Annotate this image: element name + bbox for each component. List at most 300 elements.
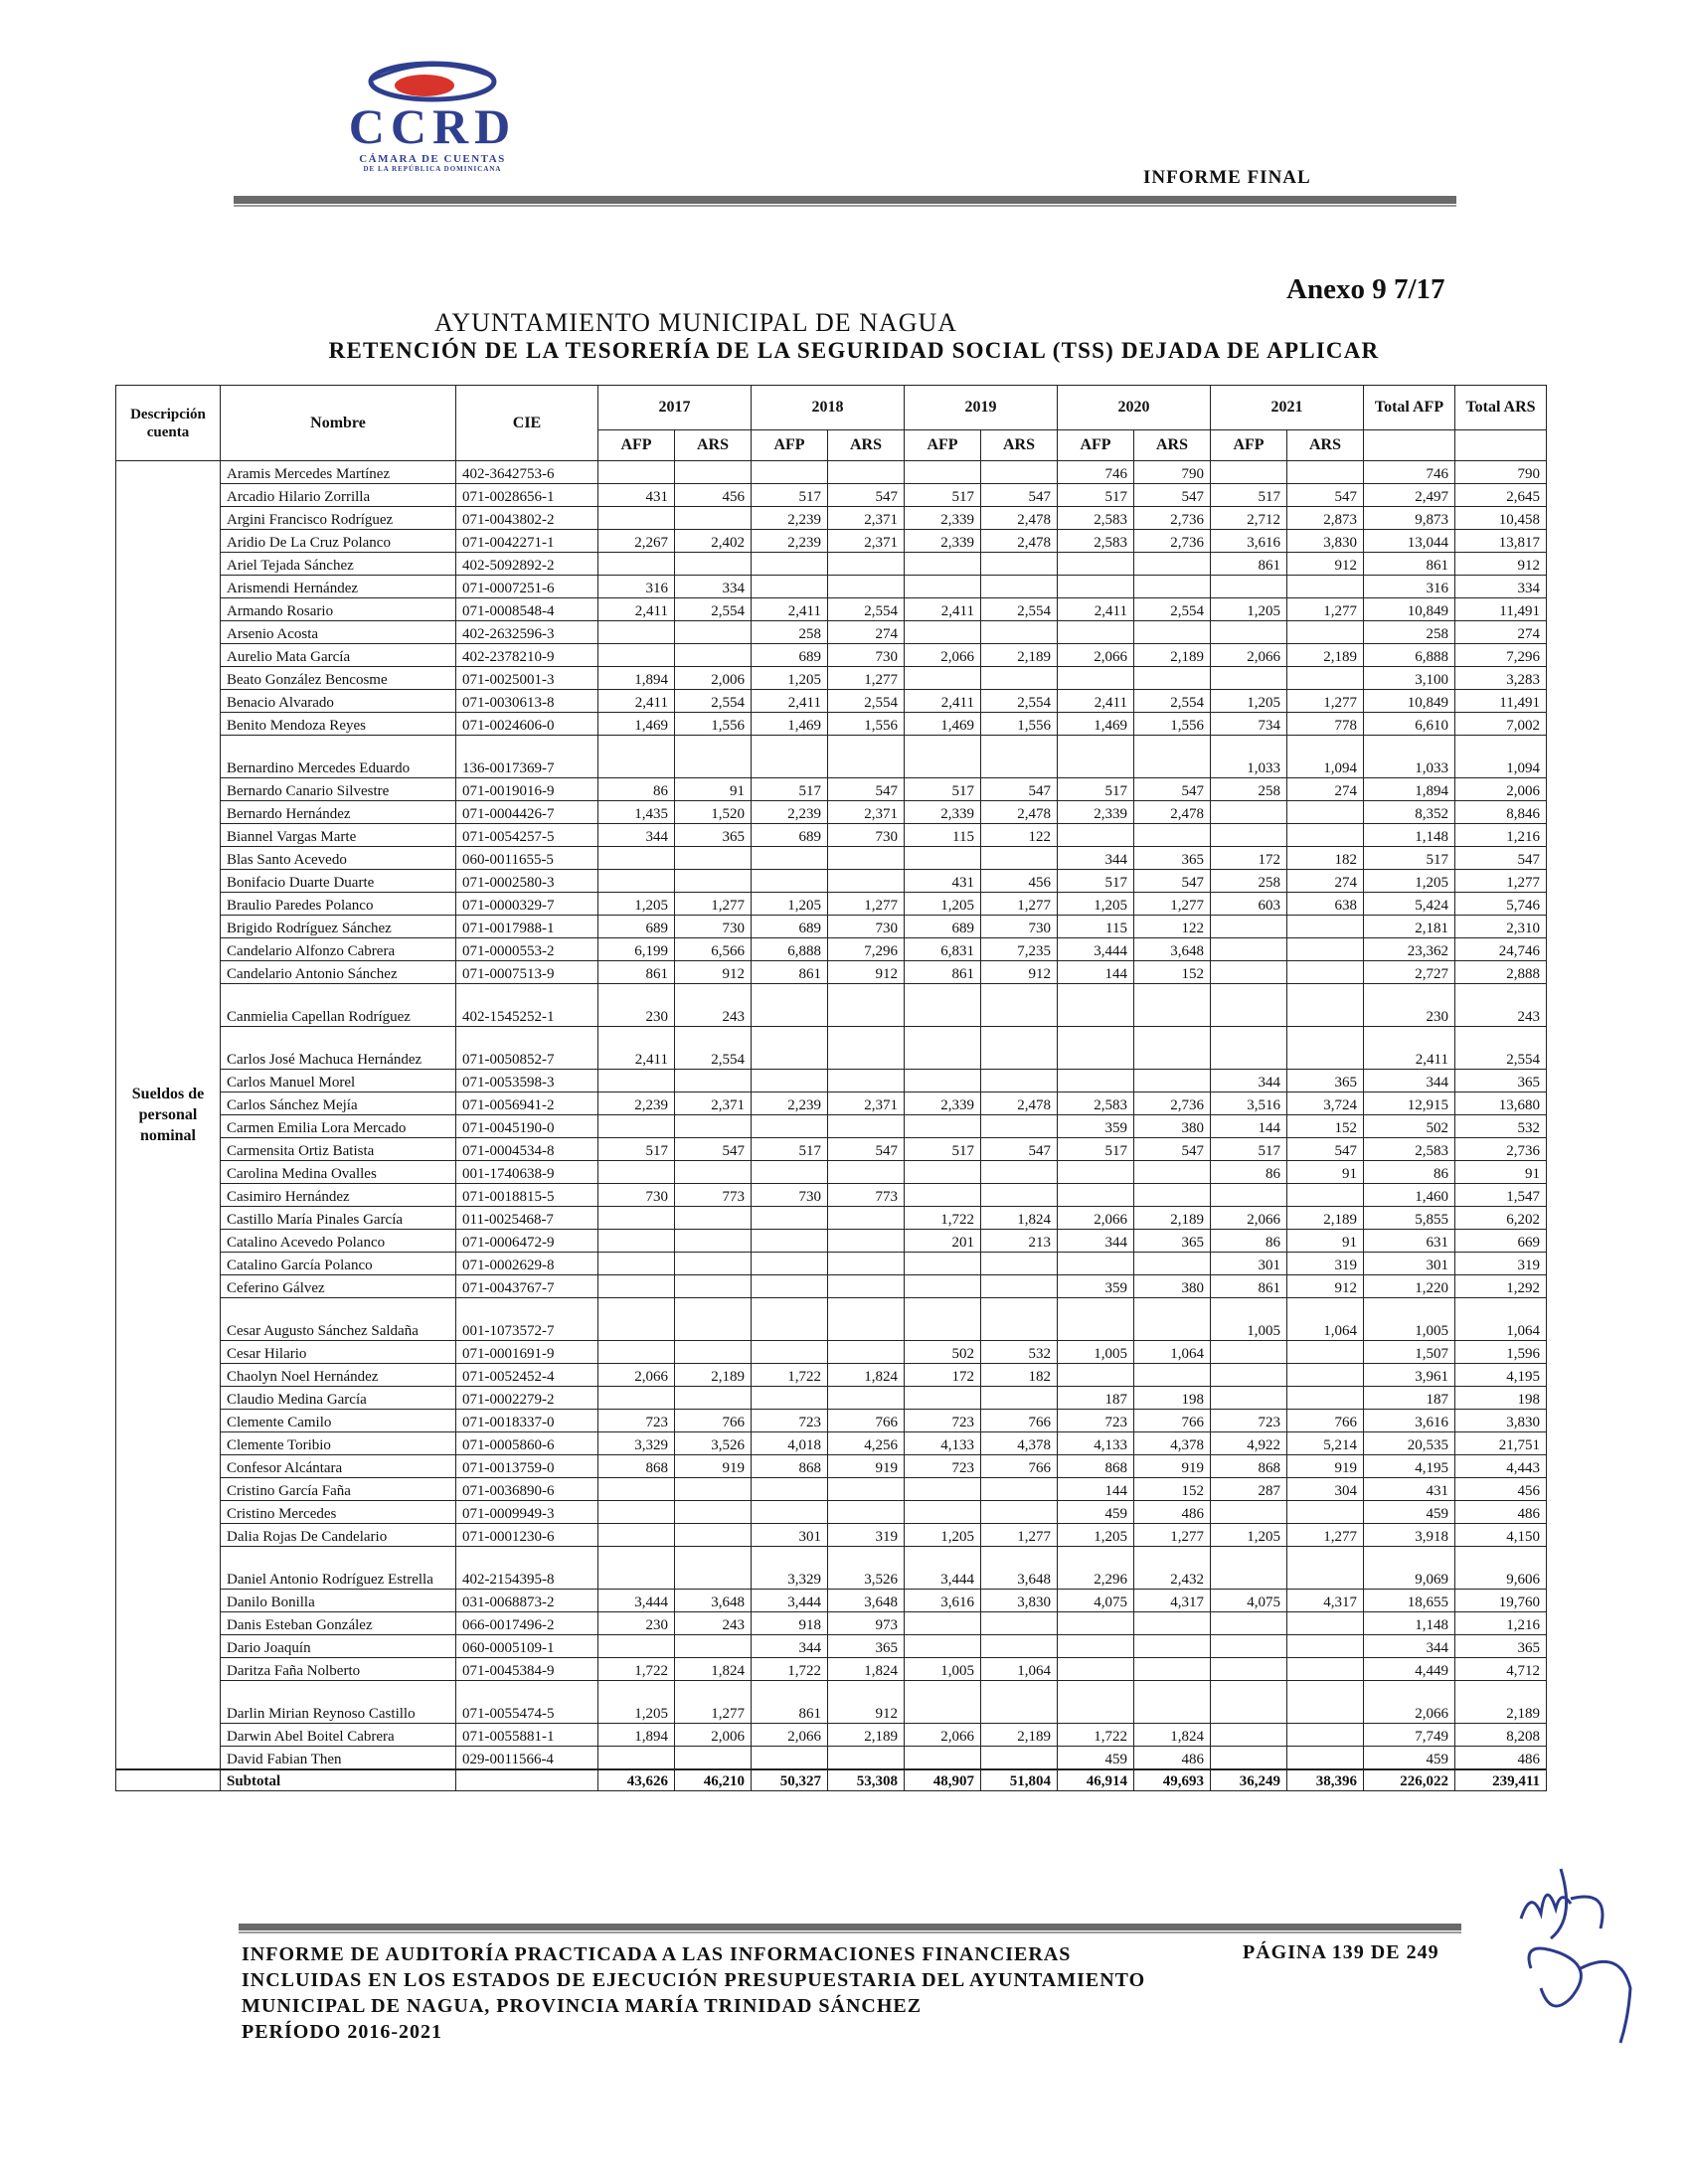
amount-cell: 456 [981, 870, 1058, 893]
employee-cie: 071-0043802-2 [456, 507, 598, 530]
amount-cell [1211, 621, 1287, 644]
amount-cell [1058, 1635, 1134, 1658]
amount-cell [981, 847, 1058, 870]
amount-cell [675, 736, 752, 778]
amount-cell: 2,497 [1364, 484, 1455, 507]
amount-cell: 861 [752, 1681, 828, 1724]
amount-cell: 2,189 [1455, 1681, 1547, 1724]
subtotal-row [116, 1769, 1547, 1791]
amount-cell: 380 [1134, 1115, 1211, 1138]
employee-name: Ceferino Gálvez [221, 1275, 456, 1298]
amount-cell [1211, 1658, 1287, 1681]
amount-cell [1058, 1658, 1134, 1681]
amount-cell [675, 644, 752, 667]
amount-cell: 4,075 [1211, 1590, 1287, 1612]
amount-cell: 258 [1211, 778, 1287, 801]
employee-cie: 071-0008548-4 [456, 598, 598, 621]
amount-cell [1058, 824, 1134, 847]
amount-cell: 1,520 [675, 801, 752, 824]
employee-cie: 001-1073572-7 [456, 1298, 598, 1341]
amount-cell: 230 [598, 1612, 675, 1635]
amount-cell: 230 [1364, 984, 1455, 1027]
amount-cell: 723 [905, 1410, 981, 1432]
employee-name: Carlos Sánchez Mejía [221, 1092, 456, 1115]
amount-cell: 547 [1134, 1138, 1211, 1161]
table-row [116, 1230, 1547, 1253]
annex-label: Anexo 9 7/17 [1286, 273, 1445, 305]
amount-cell [1134, 576, 1211, 598]
amount-cell [752, 553, 828, 576]
amount-cell: 1,033 [1364, 736, 1455, 778]
amount-cell: 4,378 [1134, 1432, 1211, 1455]
amount-cell: 1,277 [828, 667, 905, 690]
employee-name: Dario Joaquín [221, 1635, 456, 1658]
logo-subtitle: CÁMARA DE CUENTAS [359, 153, 506, 165]
table-row [116, 961, 1547, 984]
amount-cell: 144 [1058, 1478, 1134, 1501]
amount-cell: 2,267 [598, 530, 675, 553]
employee-cie: 071-0054257-5 [456, 824, 598, 847]
employee-cie: 071-0043767-7 [456, 1275, 598, 1298]
amount-cell: 689 [598, 916, 675, 938]
amount-cell [1134, 736, 1211, 778]
amount-cell: 790 [1455, 461, 1547, 484]
amount-cell [828, 1207, 905, 1230]
amount-cell: 10,849 [1364, 690, 1455, 713]
header-afp: AFP [1058, 430, 1134, 461]
amount-cell: 20,535 [1364, 1432, 1455, 1455]
header-cie: CIE [456, 386, 598, 461]
amount-cell: 2,006 [675, 1724, 752, 1747]
amount-cell [598, 553, 675, 576]
amount-cell [598, 870, 675, 893]
employee-cie: 402-1545252-1 [456, 984, 598, 1027]
table-row [116, 1207, 1547, 1230]
amount-cell: 344 [752, 1635, 828, 1658]
amount-cell [1211, 824, 1287, 847]
amount-cell [981, 1681, 1058, 1724]
employee-name: Carolina Medina Ovalles [221, 1161, 456, 1184]
amount-cell: 6,566 [675, 938, 752, 961]
amount-cell: 1,277 [1287, 690, 1364, 713]
amount-cell: 4,075 [1058, 1590, 1134, 1612]
amount-cell: 7,749 [1364, 1724, 1455, 1747]
amount-cell: 319 [1287, 1253, 1364, 1275]
amount-cell [675, 1253, 752, 1275]
amount-cell [981, 1275, 1058, 1298]
table-row [116, 1747, 1547, 1770]
table-row [116, 1138, 1547, 1161]
table-row [116, 778, 1547, 801]
amount-cell: 746 [1058, 461, 1134, 484]
amount-cell [905, 1027, 981, 1070]
amount-cell: 1,277 [1134, 893, 1211, 916]
amount-cell: 2,554 [1134, 598, 1211, 621]
amount-cell: 5,746 [1455, 893, 1547, 916]
amount-cell [1211, 938, 1287, 961]
amount-cell [828, 870, 905, 893]
amount-cell [675, 847, 752, 870]
amount-cell [1134, 1658, 1211, 1681]
amount-cell: 86 [1211, 1230, 1287, 1253]
amount-cell: 1,556 [1134, 713, 1211, 736]
amount-cell [598, 1275, 675, 1298]
amount-cell: 730 [752, 1184, 828, 1207]
amount-cell: 4,256 [828, 1432, 905, 1455]
employee-cie: 402-5092892-2 [456, 553, 598, 576]
amount-cell [1211, 1501, 1287, 1524]
amount-cell: 91 [1287, 1161, 1364, 1184]
amount-cell [1134, 1635, 1211, 1658]
employee-cie: 071-0053598-3 [456, 1070, 598, 1092]
amount-cell [1211, 1612, 1287, 1635]
amount-cell [1211, 1747, 1287, 1770]
table-row [116, 1547, 1547, 1590]
amount-cell: 187 [1364, 1387, 1455, 1410]
table-row [116, 893, 1547, 916]
amount-cell: 773 [675, 1184, 752, 1207]
amount-cell [752, 1161, 828, 1184]
amount-cell: 344 [1211, 1070, 1287, 1092]
amount-cell: 730 [828, 644, 905, 667]
amount-cell: 1,148 [1364, 1612, 1455, 1635]
footer-line: INCLUIDAS EN LOS ESTADOS DE EJECUCIÓN PRESUPUESTARIA DEL AYUNTAMIENTO [242, 1969, 1146, 1991]
employee-cie: 011-0025468-7 [456, 1207, 598, 1230]
logo-lettering: CCRD [348, 98, 517, 154]
amount-cell [1287, 1341, 1364, 1364]
amount-cell [1134, 553, 1211, 576]
amount-cell: 1,722 [752, 1658, 828, 1681]
amount-cell [828, 1253, 905, 1275]
ccrd-logo [313, 58, 552, 173]
employee-cie: 402-3642753-6 [456, 461, 598, 484]
table-row [116, 576, 1547, 598]
amount-cell [828, 1115, 905, 1138]
amount-cell [1058, 621, 1134, 644]
amount-cell [1211, 1341, 1287, 1364]
table-row [116, 1070, 1547, 1092]
footer-line: INFORME DE AUDITORÍA PRACTICADA A LAS INFORMACIONES FINANCIERAS [242, 1943, 1072, 1965]
employee-cie: 402-2378210-9 [456, 644, 598, 667]
employee-name: David Fabian Then [221, 1747, 456, 1770]
employee-cie: 071-0018337-0 [456, 1410, 598, 1432]
header-ars: ARS [1134, 430, 1211, 461]
amount-cell: 2,478 [981, 530, 1058, 553]
amount-cell [675, 1070, 752, 1092]
amount-cell: 3,616 [1364, 1410, 1455, 1432]
amount-cell [1134, 1161, 1211, 1184]
table-row [116, 713, 1547, 736]
header-name: Nombre [221, 386, 456, 461]
amount-cell [828, 1230, 905, 1253]
employee-name: Aridio De La Cruz Polanco [221, 530, 456, 553]
amount-cell: 2,371 [828, 507, 905, 530]
amount-cell: 4,195 [1455, 1364, 1547, 1387]
amount-cell: 258 [752, 621, 828, 644]
amount-cell: 2,736 [1134, 530, 1211, 553]
category-cell: Sueldos de personal nominal [116, 461, 221, 1770]
amount-cell: 19,760 [1455, 1590, 1547, 1612]
amount-cell: 2,006 [675, 667, 752, 690]
amount-cell [752, 461, 828, 484]
employee-cie: 071-0056941-2 [456, 1092, 598, 1115]
table-row [116, 824, 1547, 847]
subtotal-amount: 43,626 [598, 1769, 675, 1791]
amount-cell: 861 [1211, 553, 1287, 576]
table-row [116, 1478, 1547, 1501]
amount-cell: 547 [981, 778, 1058, 801]
amount-cell [752, 1341, 828, 1364]
amount-cell: 2,066 [752, 1724, 828, 1747]
employee-cie: 071-0036890-6 [456, 1478, 598, 1501]
amount-cell [1058, 736, 1134, 778]
amount-cell: 912 [981, 961, 1058, 984]
amount-cell: 86 [598, 778, 675, 801]
employee-name: Arsenio Acosta [221, 621, 456, 644]
amount-cell: 144 [1058, 961, 1134, 984]
subtotal-amount: 51,804 [981, 1769, 1058, 1791]
amount-cell: 919 [1134, 1455, 1211, 1478]
amount-cell: 1,205 [1364, 870, 1455, 893]
amount-cell: 1,216 [1455, 824, 1547, 847]
amount-cell [598, 1747, 675, 1770]
amount-cell: 1,005 [1364, 1298, 1455, 1341]
amount-cell [1287, 1027, 1364, 1070]
amount-cell: 1,556 [828, 713, 905, 736]
amount-cell: 2,066 [905, 1724, 981, 1747]
employee-cie: 071-0024606-0 [456, 713, 598, 736]
amount-cell: 274 [1287, 870, 1364, 893]
amount-cell: 2,296 [1058, 1547, 1134, 1590]
employee-cie: 071-0019016-9 [456, 778, 598, 801]
amount-cell: 2,371 [828, 1092, 905, 1115]
amount-cell [675, 1501, 752, 1524]
amount-cell: 973 [828, 1612, 905, 1635]
employee-name: Blas Santo Acevedo [221, 847, 456, 870]
amount-cell [905, 621, 981, 644]
table-row [116, 916, 1547, 938]
amount-cell: 2,189 [1134, 644, 1211, 667]
employee-cie: 071-0000553-2 [456, 938, 598, 961]
table-row [116, 847, 1547, 870]
amount-cell: 2,411 [598, 598, 675, 621]
amount-cell: 3,329 [598, 1432, 675, 1455]
amount-cell [1287, 1184, 1364, 1207]
amount-cell: 517 [905, 778, 981, 801]
amount-cell: 1,722 [598, 1658, 675, 1681]
amount-cell: 689 [752, 644, 828, 667]
header-ars: ARS [1287, 430, 1364, 461]
amount-cell [981, 1501, 1058, 1524]
employee-name: Arismendi Hernández [221, 576, 456, 598]
table-row [116, 1364, 1547, 1387]
amount-cell [981, 736, 1058, 778]
amount-cell: 8,208 [1455, 1724, 1547, 1747]
amount-cell: 1,277 [981, 1524, 1058, 1547]
employee-name: Beato González Bencosme [221, 667, 456, 690]
amount-cell: 689 [905, 916, 981, 938]
amount-cell: 7,235 [981, 938, 1058, 961]
amount-cell [981, 1478, 1058, 1501]
table-row [116, 1387, 1547, 1410]
employee-name: Candelario Antonio Sánchez [221, 961, 456, 984]
header-afp: AFP [1211, 430, 1287, 461]
amount-cell [981, 553, 1058, 576]
amount-cell: 861 [905, 961, 981, 984]
amount-cell: 2,066 [1211, 644, 1287, 667]
employee-name: Benito Mendoza Reyes [221, 713, 456, 736]
amount-cell: 1,277 [675, 1681, 752, 1724]
amount-cell: 2,310 [1455, 916, 1547, 938]
header-year-2021: 2021 [1211, 386, 1364, 430]
amount-cell: 365 [1455, 1635, 1547, 1658]
amount-cell [1058, 1681, 1134, 1724]
amount-cell: 1,094 [1455, 736, 1547, 778]
amount-cell: 144 [1211, 1115, 1287, 1138]
amount-cell [675, 1230, 752, 1253]
amount-cell [752, 1387, 828, 1410]
amount-cell: 359 [1058, 1115, 1134, 1138]
amount-cell [752, 847, 828, 870]
amount-cell: 547 [828, 484, 905, 507]
amount-cell: 1,205 [598, 893, 675, 916]
amount-cell: 1,205 [598, 1681, 675, 1724]
amount-cell: 2,583 [1058, 530, 1134, 553]
amount-cell [1134, 824, 1211, 847]
amount-cell: 122 [981, 824, 1058, 847]
amount-cell: 10,849 [1364, 598, 1455, 621]
amount-cell: 2,189 [1287, 644, 1364, 667]
amount-cell [828, 984, 905, 1027]
employee-cie: 071-0042271-1 [456, 530, 598, 553]
amount-cell: 287 [1211, 1478, 1287, 1501]
amount-cell: 86 [1364, 1161, 1455, 1184]
employee-cie: 071-0001230-6 [456, 1524, 598, 1547]
amount-cell [752, 1070, 828, 1092]
employee-cie: 071-0045190-0 [456, 1115, 598, 1138]
amount-cell [1211, 667, 1287, 690]
amount-cell: 258 [1364, 621, 1455, 644]
amount-cell: 365 [675, 824, 752, 847]
amount-cell: 319 [1455, 1253, 1547, 1275]
amount-cell: 517 [1058, 778, 1134, 801]
employee-cie: 071-0004534-8 [456, 1138, 598, 1161]
table-row [116, 1027, 1547, 1070]
subtotal-amount: 46,914 [1058, 1769, 1134, 1791]
employee-cie: 060-0011655-5 [456, 847, 598, 870]
amount-cell: 6,888 [752, 938, 828, 961]
amount-cell: 2,554 [981, 598, 1058, 621]
amount-cell [752, 1027, 828, 1070]
amount-cell [981, 1747, 1058, 1770]
amount-cell: 198 [1134, 1387, 1211, 1410]
amount-cell: 4,133 [1058, 1432, 1134, 1455]
amount-cell [981, 1253, 1058, 1275]
amount-cell [1287, 1612, 1364, 1635]
amount-cell: 3,648 [1134, 938, 1211, 961]
amount-cell: 6,199 [598, 938, 675, 961]
amount-cell: 918 [752, 1612, 828, 1635]
amount-cell [905, 1747, 981, 1770]
amount-cell [1211, 1387, 1287, 1410]
amount-cell [675, 507, 752, 530]
employee-name: Carmen Emilia Lora Mercado [221, 1115, 456, 1138]
employee-name: Bonifacio Duarte Duarte [221, 870, 456, 893]
amount-cell: 2,411 [598, 690, 675, 713]
amount-cell [598, 1298, 675, 1341]
amount-cell [1287, 1658, 1364, 1681]
amount-cell [1058, 1161, 1134, 1184]
employee-cie: 031-0068873-2 [456, 1590, 598, 1612]
amount-cell: 3,648 [828, 1590, 905, 1612]
amount-cell [1287, 824, 1364, 847]
employee-name: Catalino Acevedo Polanco [221, 1230, 456, 1253]
employee-name: Darwin Abel Boitel Cabrera [221, 1724, 456, 1747]
amount-cell: 2,411 [905, 690, 981, 713]
employee-name: Castillo María Pinales García [221, 1207, 456, 1230]
amount-cell [1134, 1070, 1211, 1092]
amount-cell: 3,329 [752, 1547, 828, 1590]
amount-cell: 1,894 [1364, 778, 1455, 801]
amount-cell [828, 461, 905, 484]
amount-cell: 1,722 [752, 1364, 828, 1387]
amount-cell: 6,610 [1364, 713, 1455, 736]
amount-cell [752, 1747, 828, 1770]
amount-cell [828, 847, 905, 870]
header-divider-thin [234, 205, 1456, 207]
amount-cell: 2,371 [828, 530, 905, 553]
amount-cell: 517 [1211, 484, 1287, 507]
amount-cell [752, 1207, 828, 1230]
amount-cell: 723 [905, 1455, 981, 1478]
amount-cell: 7,002 [1455, 713, 1547, 736]
table-row [116, 1092, 1547, 1115]
employee-cie: 071-0018815-5 [456, 1184, 598, 1207]
amount-cell: 790 [1134, 461, 1211, 484]
table-row [116, 530, 1547, 553]
amount-cell: 2,554 [1455, 1027, 1547, 1070]
amount-cell [1134, 984, 1211, 1027]
amount-cell: 502 [1364, 1115, 1455, 1138]
employee-cie: 071-0028656-1 [456, 484, 598, 507]
amount-cell [1134, 1184, 1211, 1207]
amount-cell [1058, 667, 1134, 690]
amount-cell [981, 1070, 1058, 1092]
amount-cell [1134, 1298, 1211, 1341]
amount-cell: 723 [598, 1410, 675, 1432]
amount-cell: 316 [1364, 576, 1455, 598]
employee-name: Daritza Faña Nolberto [221, 1658, 456, 1681]
amount-cell [1211, 1547, 1287, 1590]
amount-cell: 1,064 [1287, 1298, 1364, 1341]
employee-cie: 071-0025001-3 [456, 667, 598, 690]
amount-cell: 2,239 [752, 801, 828, 824]
amount-cell: 2,583 [1058, 1092, 1134, 1115]
amount-cell: 517 [1364, 847, 1455, 870]
amount-cell [1058, 553, 1134, 576]
amount-cell [598, 1070, 675, 1092]
amount-cell [1211, 984, 1287, 1027]
amount-cell: 4,317 [1287, 1590, 1364, 1612]
amount-cell: 2,712 [1211, 507, 1287, 530]
amount-cell: 4,133 [905, 1432, 981, 1455]
amount-cell [752, 1478, 828, 1501]
employee-name: Clemente Camilo [221, 1410, 456, 1432]
amount-cell [1287, 916, 1364, 938]
amount-cell: 4,018 [752, 1432, 828, 1455]
amount-cell: 1,824 [1134, 1724, 1211, 1747]
amount-cell [1134, 667, 1211, 690]
